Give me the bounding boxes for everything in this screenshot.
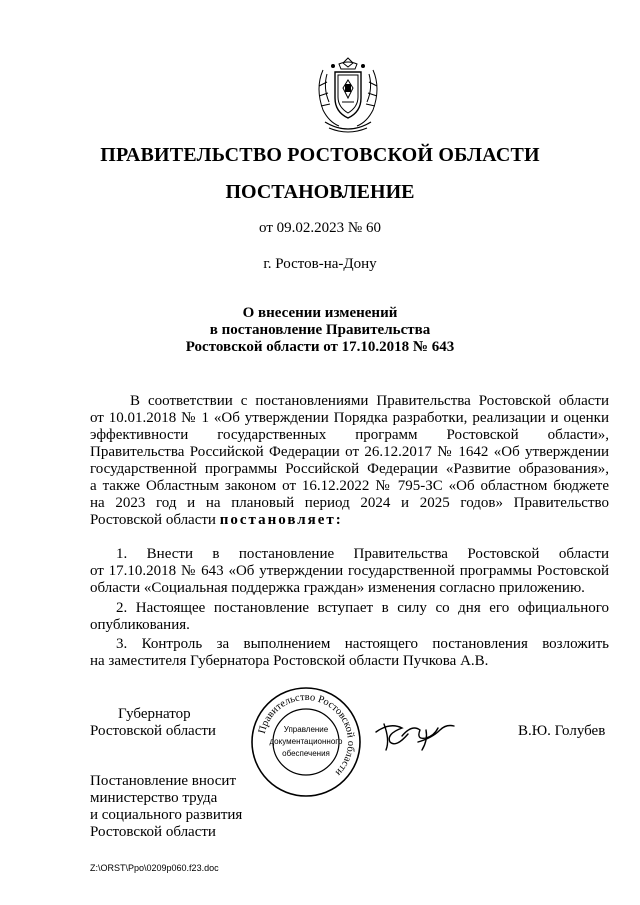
signatory-position-line: Губернатор bbox=[118, 706, 191, 722]
item-line: 3. Контроль за выполнением настоящего постановления возложить bbox=[116, 636, 609, 652]
preamble-line: на 2023 год и на плановый период 2024 и 2025 годов» Правительство bbox=[90, 495, 609, 511]
item-3-paragraph bbox=[90, 636, 609, 670]
seal-outer-text: Правительство Ростовской области bbox=[256, 691, 357, 778]
item-1-paragraph bbox=[90, 546, 609, 597]
document-type: ПОСТАНОВЛЕНИЕ bbox=[225, 181, 415, 203]
preamble-paragraph bbox=[90, 393, 609, 529]
preamble-last-line bbox=[90, 512, 609, 529]
signatory-position bbox=[90, 706, 216, 740]
svg-text:Правительство Ростовской облас bbox=[257, 692, 356, 778]
signatory-position-line: Ростовской области bbox=[90, 723, 216, 739]
item-line: на заместителя Губернатора Ростовской области Пучкова А.В. bbox=[90, 653, 489, 669]
preamble-line: Правительства Российской Федерации от 26.12.2017 № 1642 «Об утверждении bbox=[90, 444, 609, 460]
document-subject bbox=[0, 305, 640, 356]
submitted-by-line: Постановление вносит bbox=[90, 773, 237, 789]
preamble-line: а также Областным законом от 16.12.2022 № 795-ЗС «Об областном бюджете bbox=[90, 478, 609, 494]
subject-line: Ростовской области от 17.10.2018 № 643 bbox=[185, 339, 455, 355]
item-line: 2. Настоящее постановление вступает в силу со дня его официального bbox=[116, 600, 609, 616]
subject-line: О внесении изменений bbox=[242, 305, 398, 321]
government-title: ПРАВИТЕЛЬСТВО РОСТОВСКОЙ ОБЛАСТИ bbox=[100, 144, 540, 166]
item-line: опубликования. bbox=[90, 617, 190, 633]
signatory-name: В.Ю. Голубев bbox=[518, 723, 606, 739]
decree-word: постановляет: bbox=[219, 512, 343, 528]
subject-line: в постановление Правительства bbox=[209, 322, 431, 338]
item-line: области «Социальная поддержка граждан» изменения согласно приложению. bbox=[90, 580, 585, 596]
submitted-by-line: и социального развития bbox=[90, 807, 243, 823]
item-line: от 17.10.2018 № 643 «Об утверждении государственной программы Ростовской bbox=[90, 563, 609, 579]
preamble-line: В соответствии с постановлениями Правительства Ростовской области bbox=[130, 393, 609, 409]
handwritten-signature-icon bbox=[372, 712, 462, 756]
round-seal-icon bbox=[250, 686, 362, 798]
document-date-number: от 09.02.2023 № 60 bbox=[259, 220, 381, 236]
seal-inner-line: обеспечения bbox=[282, 749, 330, 758]
preamble-line: от 10.01.2018 № 1 «Об утверждении Порядка разработки, реализации и оценки bbox=[90, 410, 609, 426]
item-2-paragraph bbox=[90, 600, 609, 634]
document-place: г. Ростов-на-Дону bbox=[263, 256, 377, 272]
preamble-line: государственной программы Российской Федерации «Развитие образования», bbox=[90, 461, 609, 477]
submitted-by-line: министерство труда bbox=[90, 790, 218, 806]
preamble-last-prefix: Ростовской области bbox=[90, 512, 216, 528]
seal-inner-line: документационного bbox=[269, 737, 343, 746]
submitted-by-note bbox=[90, 773, 242, 841]
coat-of-arms-icon bbox=[311, 56, 385, 138]
item-line: 1. Внести в постановление Правительства Ростовской области bbox=[116, 546, 609, 562]
submitted-by-line: Ростовской области bbox=[90, 824, 216, 840]
file-path: Z:\ORST\Ppo\0209p060.f23.doc bbox=[90, 863, 219, 873]
preamble-line: эффективности государственных программ Ростовской области», bbox=[90, 427, 609, 443]
seal-inner-line: Управление bbox=[283, 725, 329, 734]
